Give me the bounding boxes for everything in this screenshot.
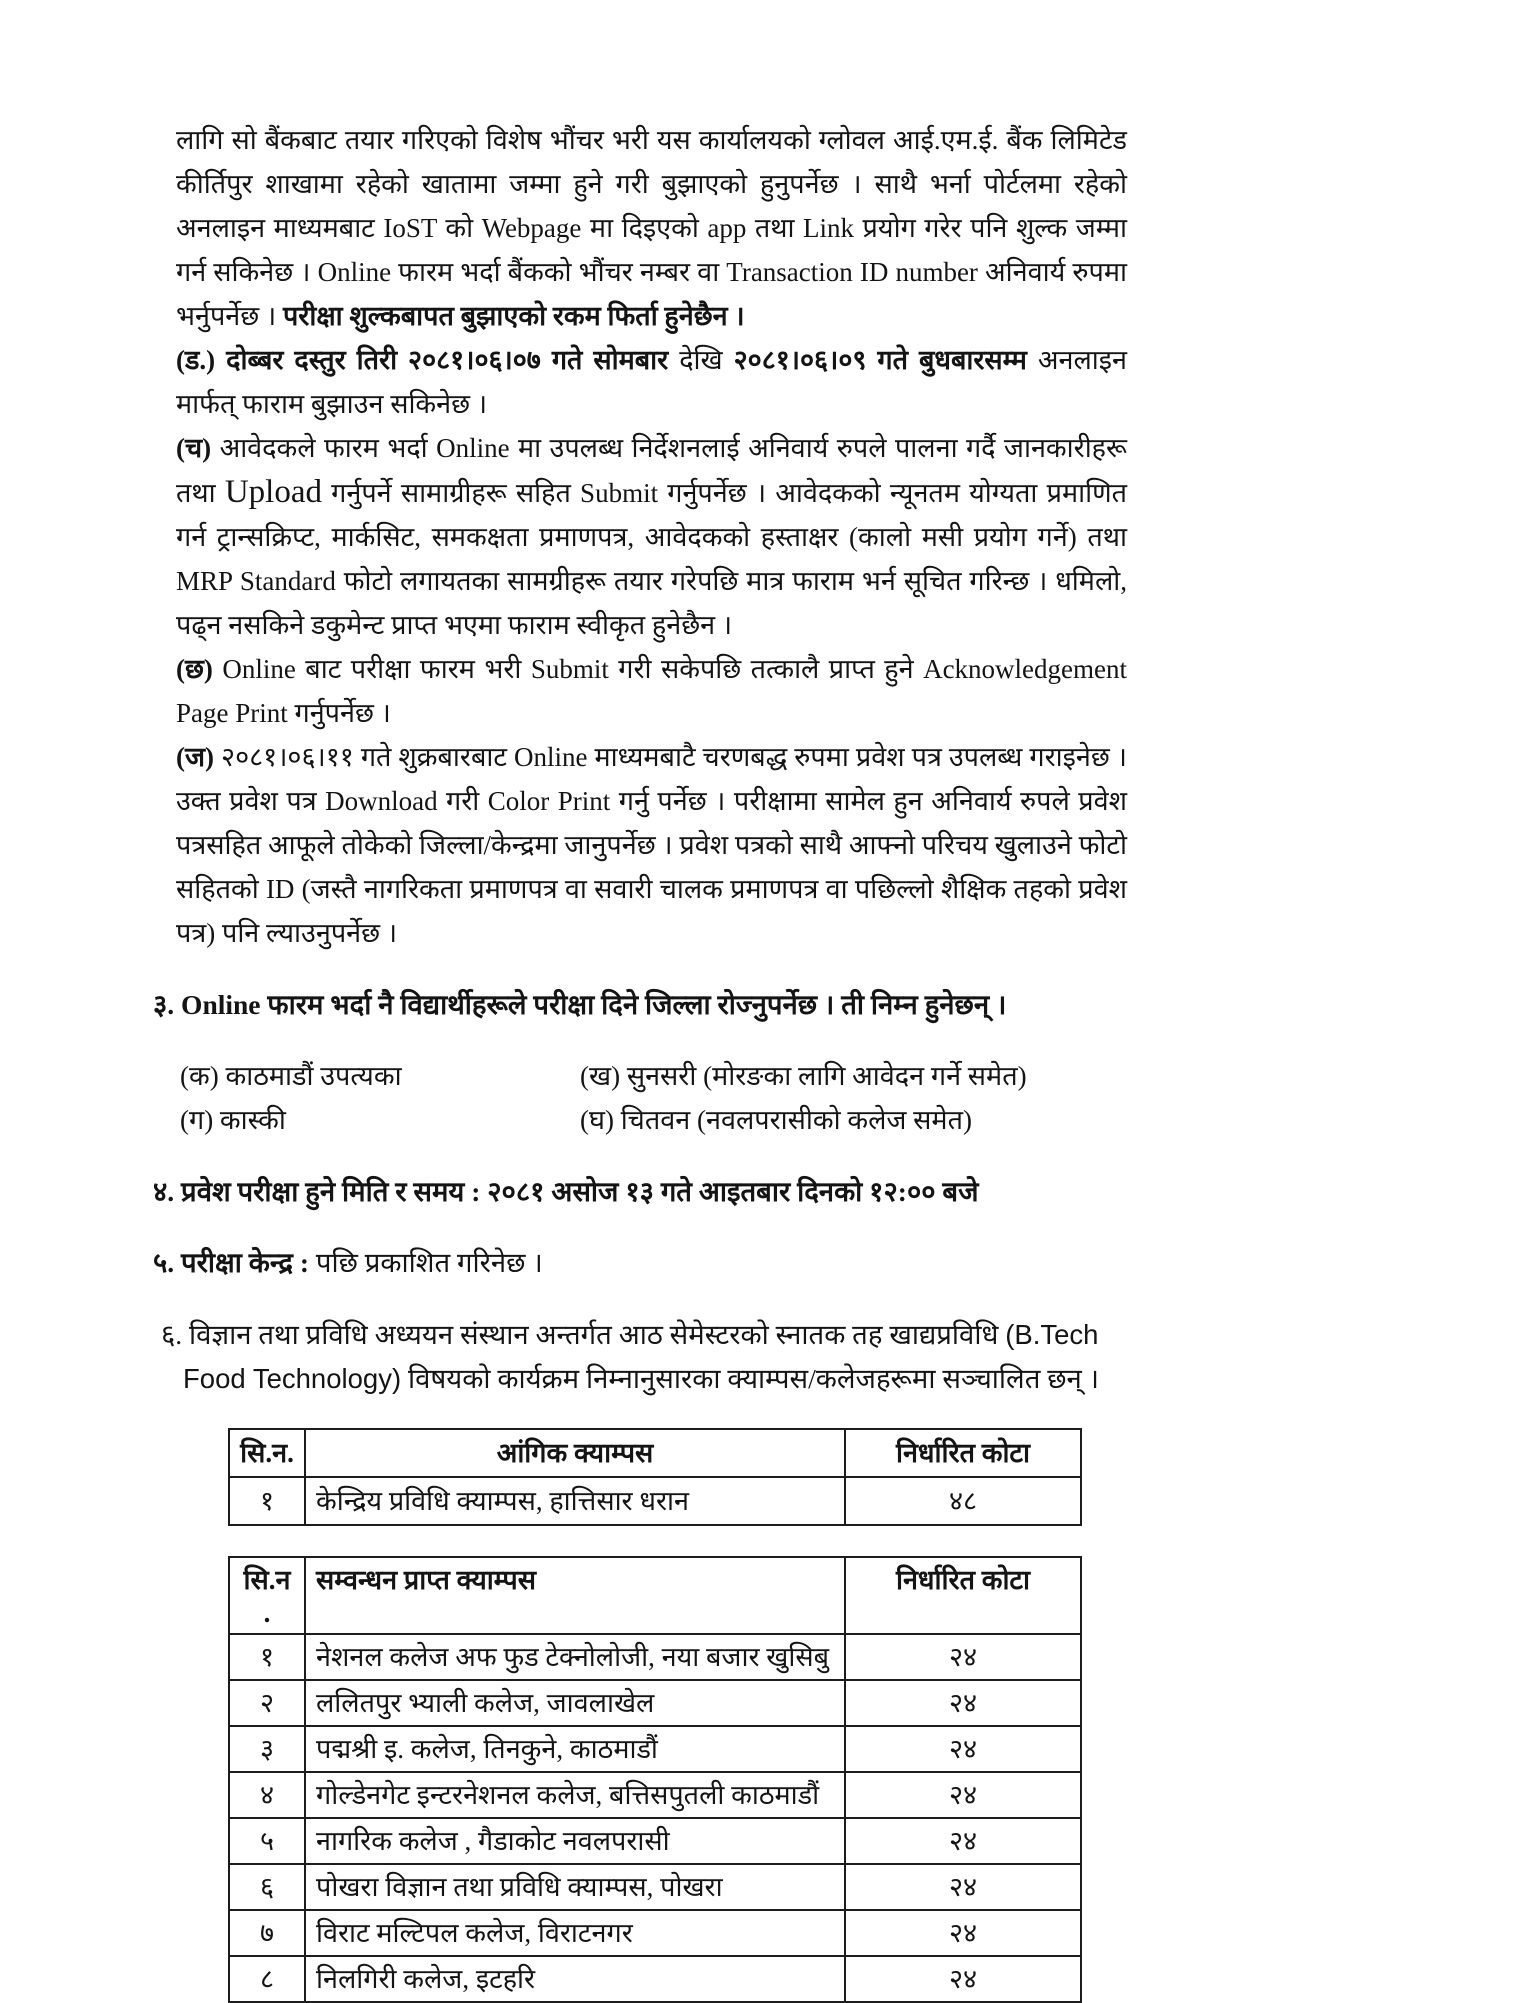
document-body	[145, 118, 1127, 2003]
campus-cell: पद्मश्री इ. कलेज, तिनकुने, काठमाडौं	[305, 1726, 845, 1772]
quota-header: निर्धारित कोटा	[845, 1557, 1081, 1634]
sn-header: सि.न .	[229, 1557, 305, 1634]
chha-text: Online बाट परीक्षा फारम भरी Submit गरी सकेपछि तत्कालै प्राप्त हुने Acknowledgement Page Print गर्नुपर्नेछ ।	[176, 654, 1128, 728]
item-6-text-2: विषयको कार्यक्रम निम्नानुसारका क्याम्पस/कलेजहरूमा सञ्चालित छन् ।	[407, 1362, 1100, 1394]
chha-label: (छ)	[176, 654, 213, 684]
sn-cell: ६	[229, 1864, 305, 1910]
paragraph-cha	[176, 426, 1127, 647]
quota-cell: २४	[845, 1772, 1081, 1818]
da-normal-2: अनलाइन मार्फत् फाराम बुझाउन सकिनेछ ।	[176, 345, 1128, 419]
sn-cell: ५	[229, 1818, 305, 1864]
ja-text: २०८१।०६।११ गते शुक्रबारबाट Online माध्यमबाटै चरणबद्ध रुपमा प्रवेश पत्र उपलब्ध गराइनेछ । उक्त प्रवेश पत्र Download गरी Color Print गर्नु पर्नेछ । परीक्षामा सामेल हुन अनिवार्य रुपले प्रवेश पत्रसहित आफूले तोकेको जिल्ला/केन्द्रमा जानुपर्नेछ । प्रवेश पत्रको साथै आफ्नो परिचय खुलाउने फोटो सहितको ID (जस्तै नागरिकता प्रमाणपत्र वा सवारी चालक प्रमाणपत्र वा पछिल्लो शैक्षिक तहको प्रवेश पत्र) पनि ल्याउनुपर्नेछ ।	[176, 742, 1128, 948]
intro-text: लागि सो बैंकबाट तयार गरिएको विशेष भौंचर भरी यस कार्यालयको ग्लोवल आई.एम.ई. बैंक लिमिटेड कीर्तिपुर शाखामा रहेको खातामा जम्मा हुने गरी बुझाएको हुनुपर्नेछ । साथै भर्ना पोर्टलमा रहेको अनलाइन माध्यमबाट IoST को Webpage मा दिइएको app तथा Link प्रयोग गरेर पनि शुल्क जम्मा गर्न सकिनेछ । Online फारम भर्दा बैंकको भौंचर नम्बर वा Transaction ID number अनिवार्य रुपमा भर्नुपर्नेछ ।	[176, 125, 1127, 331]
quota-header: निर्धारित कोटा	[845, 1429, 1081, 1477]
campus-cell: गोल्डेनगेट इन्टरनेशनल कलेज, बत्तिसपुतली काठमाडौं	[305, 1772, 845, 1818]
table-header-row	[229, 1557, 1081, 1634]
quota-cell: २४	[845, 1864, 1081, 1910]
table-row	[229, 1726, 1081, 1772]
table-row	[229, 1680, 1081, 1726]
da-normal-1: देखि	[679, 345, 723, 375]
item-3-heading: ३. Online फारम भर्दा नै विद्यार्थीहरूले परीक्षा दिने जिल्ला रोज्नुपर्नेछ । ती निम्न हुनेछन् ।	[153, 988, 1007, 1020]
table-row	[229, 1772, 1081, 1818]
sn-cell: ८	[229, 1956, 305, 2002]
item-5-label: ५. परीक्षा केन्द्र :	[153, 1247, 310, 1278]
district-list	[180, 1054, 1127, 1142]
table-row	[229, 1956, 1081, 2002]
campus-header: आंगिक क्याम्पस	[305, 1429, 845, 1477]
campus-cell: ललितपुर भ्याली कलेज, जावलाखेल	[305, 1680, 845, 1726]
sn-cell: १	[229, 1477, 305, 1525]
table-row	[229, 1634, 1081, 1680]
quota-cell: २४	[845, 1634, 1081, 1680]
sn-header: सि.न.	[229, 1429, 305, 1477]
campus-cell: निलगिरी कलेज, इटहरि	[305, 1956, 845, 2002]
paragraph-ja	[176, 735, 1127, 955]
campus-cell: विराट मल्टिपल कलेज, विराटनगर	[305, 1910, 845, 1956]
quota-cell: ४८	[845, 1477, 1081, 1525]
district-item-kha: (ख) सुनसरी (मोरङका लागि आवेदन गर्ने समेत)	[580, 1061, 1027, 1091]
item-5-heading	[153, 1241, 1127, 1285]
cha-text-1: आवेदकले फारम भर्दा Online मा उपलब्ध निर्देशनलाई अनिवार्य रुपले पालना गर्दै जानकारीहरू तथा	[176, 433, 1128, 508]
sn-cell: १	[229, 1634, 305, 1680]
item-6-text-1: ६. विज्ञान तथा प्रविधि अध्ययन संस्थान अन्तर्गत आठ सेमेस्टरको स्नातक तह खाद्यप्रविधि	[161, 1318, 999, 1350]
district-item-gha: (घ) चितवन (नवलपरासीको कलेज समेत)	[580, 1105, 972, 1135]
quota-cell: २४	[845, 1910, 1081, 1956]
table-row	[229, 1910, 1081, 1956]
item-6-paragraph	[161, 1313, 1127, 1401]
quota-cell: २४	[845, 1726, 1081, 1772]
table-row	[229, 1477, 1081, 1525]
item-6-latin-text: (B.Tech Food Technology)	[183, 1318, 1099, 1394]
intro-bold-text: परीक्षा शुल्कबापत बुझाएको रकम फिर्ता हुनेछैन ।	[282, 301, 745, 331]
da-bold-date-2: २०८१।०६।०९ गते बुधबारसम्म	[733, 345, 1027, 375]
sn-cell: ३	[229, 1726, 305, 1772]
table-row	[229, 1864, 1081, 1910]
table-row	[229, 1818, 1081, 1864]
cha-label: (च)	[176, 433, 212, 463]
campus-cell: केन्द्रिय प्रविधि क्याम्पस, हात्तिसार धरान	[305, 1477, 845, 1525]
affiliated-campus-table	[228, 1556, 1082, 2003]
quota-cell: २४	[845, 1956, 1081, 2002]
district-item-ga: (ग) कास्की	[180, 1105, 286, 1135]
paragraph-intro	[176, 118, 1127, 338]
district-item-ka: (क) काठमाडौं उपत्यका	[180, 1061, 402, 1091]
quota-cell: २४	[845, 1818, 1081, 1864]
campus-cell: नेशनल कलेज अफ फुड टेक्नोलोजी, नया बजार खुसिबु	[305, 1634, 845, 1680]
sn-cell: ७	[229, 1910, 305, 1956]
campus-cell: नागरिक कलेज , गैडाकोट नवलपरासी	[305, 1818, 845, 1864]
item-4-heading: ४. प्रवेश परीक्षा हुने मिति र समय : २०८१ असोज १३ गते आइतबार दिनको १२:०० बजे	[153, 1175, 979, 1207]
cha-upload-word: Upload	[224, 474, 322, 510]
cha-text-2: गर्नुपर्ने सामाग्रीहरू सहित Submit गर्नुपर्नेछ । आवेदकको न्यूनतम योग्यता प्रमाणित गर्न ट्रान्सक्रिप्ट, मार्कसिट, समकक्षता प्रमाणपत्र, आवेदकको हस्ताक्षर (कालो मसी प्रयोग गर्ने) तथा MRP Standard फोटो लगायतका सामग्रीहरू तयार गरेपछि मात्र फाराम भर्न सूचित गरिन्छ । धमिलो, पढ्न नसकिने डकुमेन्ट प्राप्त भएमा फाराम स्वीकृत हुनेछैन ।	[176, 478, 1127, 640]
campus-header: सम्वन्धन प्राप्त क्याम्पस	[305, 1557, 845, 1634]
ja-label: (ज)	[176, 742, 215, 772]
sn-cell: ४	[229, 1772, 305, 1818]
da-bold-date-1: (ड.) दोब्बर दस्तुर तिरी २०८१।०६।०७ गते सोमबार	[176, 345, 669, 375]
paragraph-da	[176, 338, 1127, 426]
constituent-campus-table	[228, 1428, 1082, 1526]
sn-cell: २	[229, 1680, 305, 1726]
campus-cell: पोखरा विज्ञान तथा प्रविधि क्याम्पस, पोखरा	[305, 1864, 845, 1910]
item-5-text: पछि प्रकाशित गरिनेछ ।	[315, 1247, 543, 1278]
paragraph-chha	[176, 647, 1127, 735]
table-header-row	[229, 1429, 1081, 1477]
quota-cell: २४	[845, 1680, 1081, 1726]
